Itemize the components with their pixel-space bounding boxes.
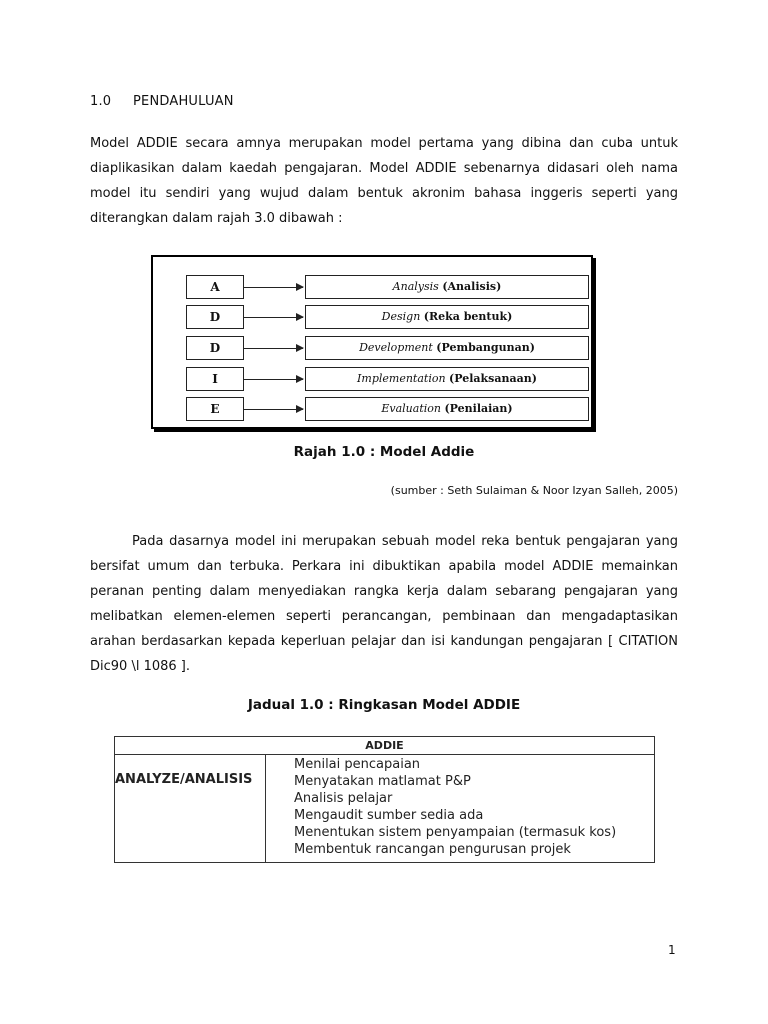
phase-english: Design bbox=[381, 310, 421, 323]
list-item: Menentukan sistem penyampaian (termasuk kos) bbox=[294, 825, 617, 840]
analysis-items-list bbox=[266, 755, 654, 862]
intro-paragraph: Model ADDIE secara amnya merupakan model pertama yang dibina dan cuba untuk diaplikasikan dalam kaedah pengajaran. Model ADDIE sebenarnya didasari oleh nama model itu sendiri yang wujud dalam bentuk akronim bahasa inggeris seperti yang diterangkan dalam rajah 3.0 dibawah : bbox=[90, 136, 678, 226]
table-items-cell bbox=[266, 755, 655, 863]
arrow-icon bbox=[244, 379, 303, 380]
page-number: 1 bbox=[668, 943, 676, 957]
list-item: Membentuk rancangan pengurusan projek bbox=[294, 842, 571, 857]
diagram-phase bbox=[305, 397, 589, 421]
phase-malay: (Penilaian) bbox=[444, 402, 513, 415]
arrow-icon bbox=[244, 348, 303, 349]
diagram-letter: I bbox=[186, 367, 244, 391]
phase-malay: (Reka bentuk) bbox=[423, 310, 513, 323]
diagram-phase bbox=[305, 275, 589, 299]
figure-caption: Rajah 1.0 : Model Addie bbox=[293, 444, 475, 460]
phase-english: Development bbox=[359, 341, 433, 354]
diagram-phase bbox=[305, 367, 589, 391]
list-item: Menilai pencapaian bbox=[294, 757, 421, 772]
diagram-letter: D bbox=[186, 305, 244, 329]
arrow-icon bbox=[244, 287, 303, 288]
diagram-row-analysis bbox=[153, 275, 591, 299]
phase-malay: (Pelaksanaan) bbox=[449, 372, 537, 385]
list-item: Menyatakan matlamat P&P bbox=[294, 774, 471, 789]
section-title: PENDAHULUAN bbox=[133, 94, 234, 109]
phase-malay: (Analisis) bbox=[442, 280, 502, 293]
section-number: 1.0 bbox=[90, 94, 112, 109]
body-paragraph bbox=[90, 529, 678, 679]
table-title: Jadual 1.0 : Ringkasan Model ADDIE bbox=[247, 697, 521, 713]
table-row bbox=[115, 755, 655, 863]
diagram-letter: A bbox=[186, 275, 244, 299]
phase-malay: (Pembangunan) bbox=[436, 341, 535, 354]
diagram-letter: E bbox=[186, 397, 244, 421]
diagram-phase bbox=[305, 336, 589, 360]
diagram-letter: D bbox=[186, 336, 244, 360]
addie-diagram bbox=[151, 255, 593, 429]
phase-english: Evaluation bbox=[381, 402, 441, 415]
diagram-row-implementation bbox=[153, 367, 591, 391]
phase-english: Analysis bbox=[392, 280, 439, 293]
body-paragraph-text: Pada dasarnya model ini merupakan sebuah model reka bentuk pengajaran yang bersifat umum dan terbuka. Perkara ini dibuktikan apabila model ADDIE memainkan peranan penting dalam menyediakan rangka kerja dalam sebarang pengajaran yang melibatkan elemen-elemen seperti perancangan, pembinaan dan mengadaptasikan arahan berdasarkan kepada keperluan pelajar dan isi kandungan pengajaran [ CITATION Dic90 \l 1086 ]. bbox=[90, 534, 678, 674]
section-heading bbox=[90, 94, 234, 109]
arrow-icon bbox=[244, 317, 303, 318]
list-item: Analisis pelajar bbox=[294, 791, 393, 806]
list-item: Mengaudit sumber sedia ada bbox=[294, 808, 484, 823]
arrow-icon bbox=[244, 409, 303, 410]
addie-summary-table bbox=[114, 736, 655, 863]
phase-label: ANALYZE/ANALISIS bbox=[115, 772, 253, 787]
phase-english: Implementation bbox=[357, 372, 446, 385]
table-header-row bbox=[115, 737, 655, 755]
diagram-row-evaluation bbox=[153, 397, 591, 421]
figure-source: (sumber : Seth Sulaiman & Noor Izyan Salleh, 2005) bbox=[390, 484, 678, 497]
diagram-row-development bbox=[153, 336, 591, 360]
diagram-phase bbox=[305, 305, 589, 329]
diagram-row-design bbox=[153, 305, 591, 329]
table-header: ADDIE bbox=[115, 737, 655, 755]
table-phase-cell bbox=[115, 755, 266, 863]
